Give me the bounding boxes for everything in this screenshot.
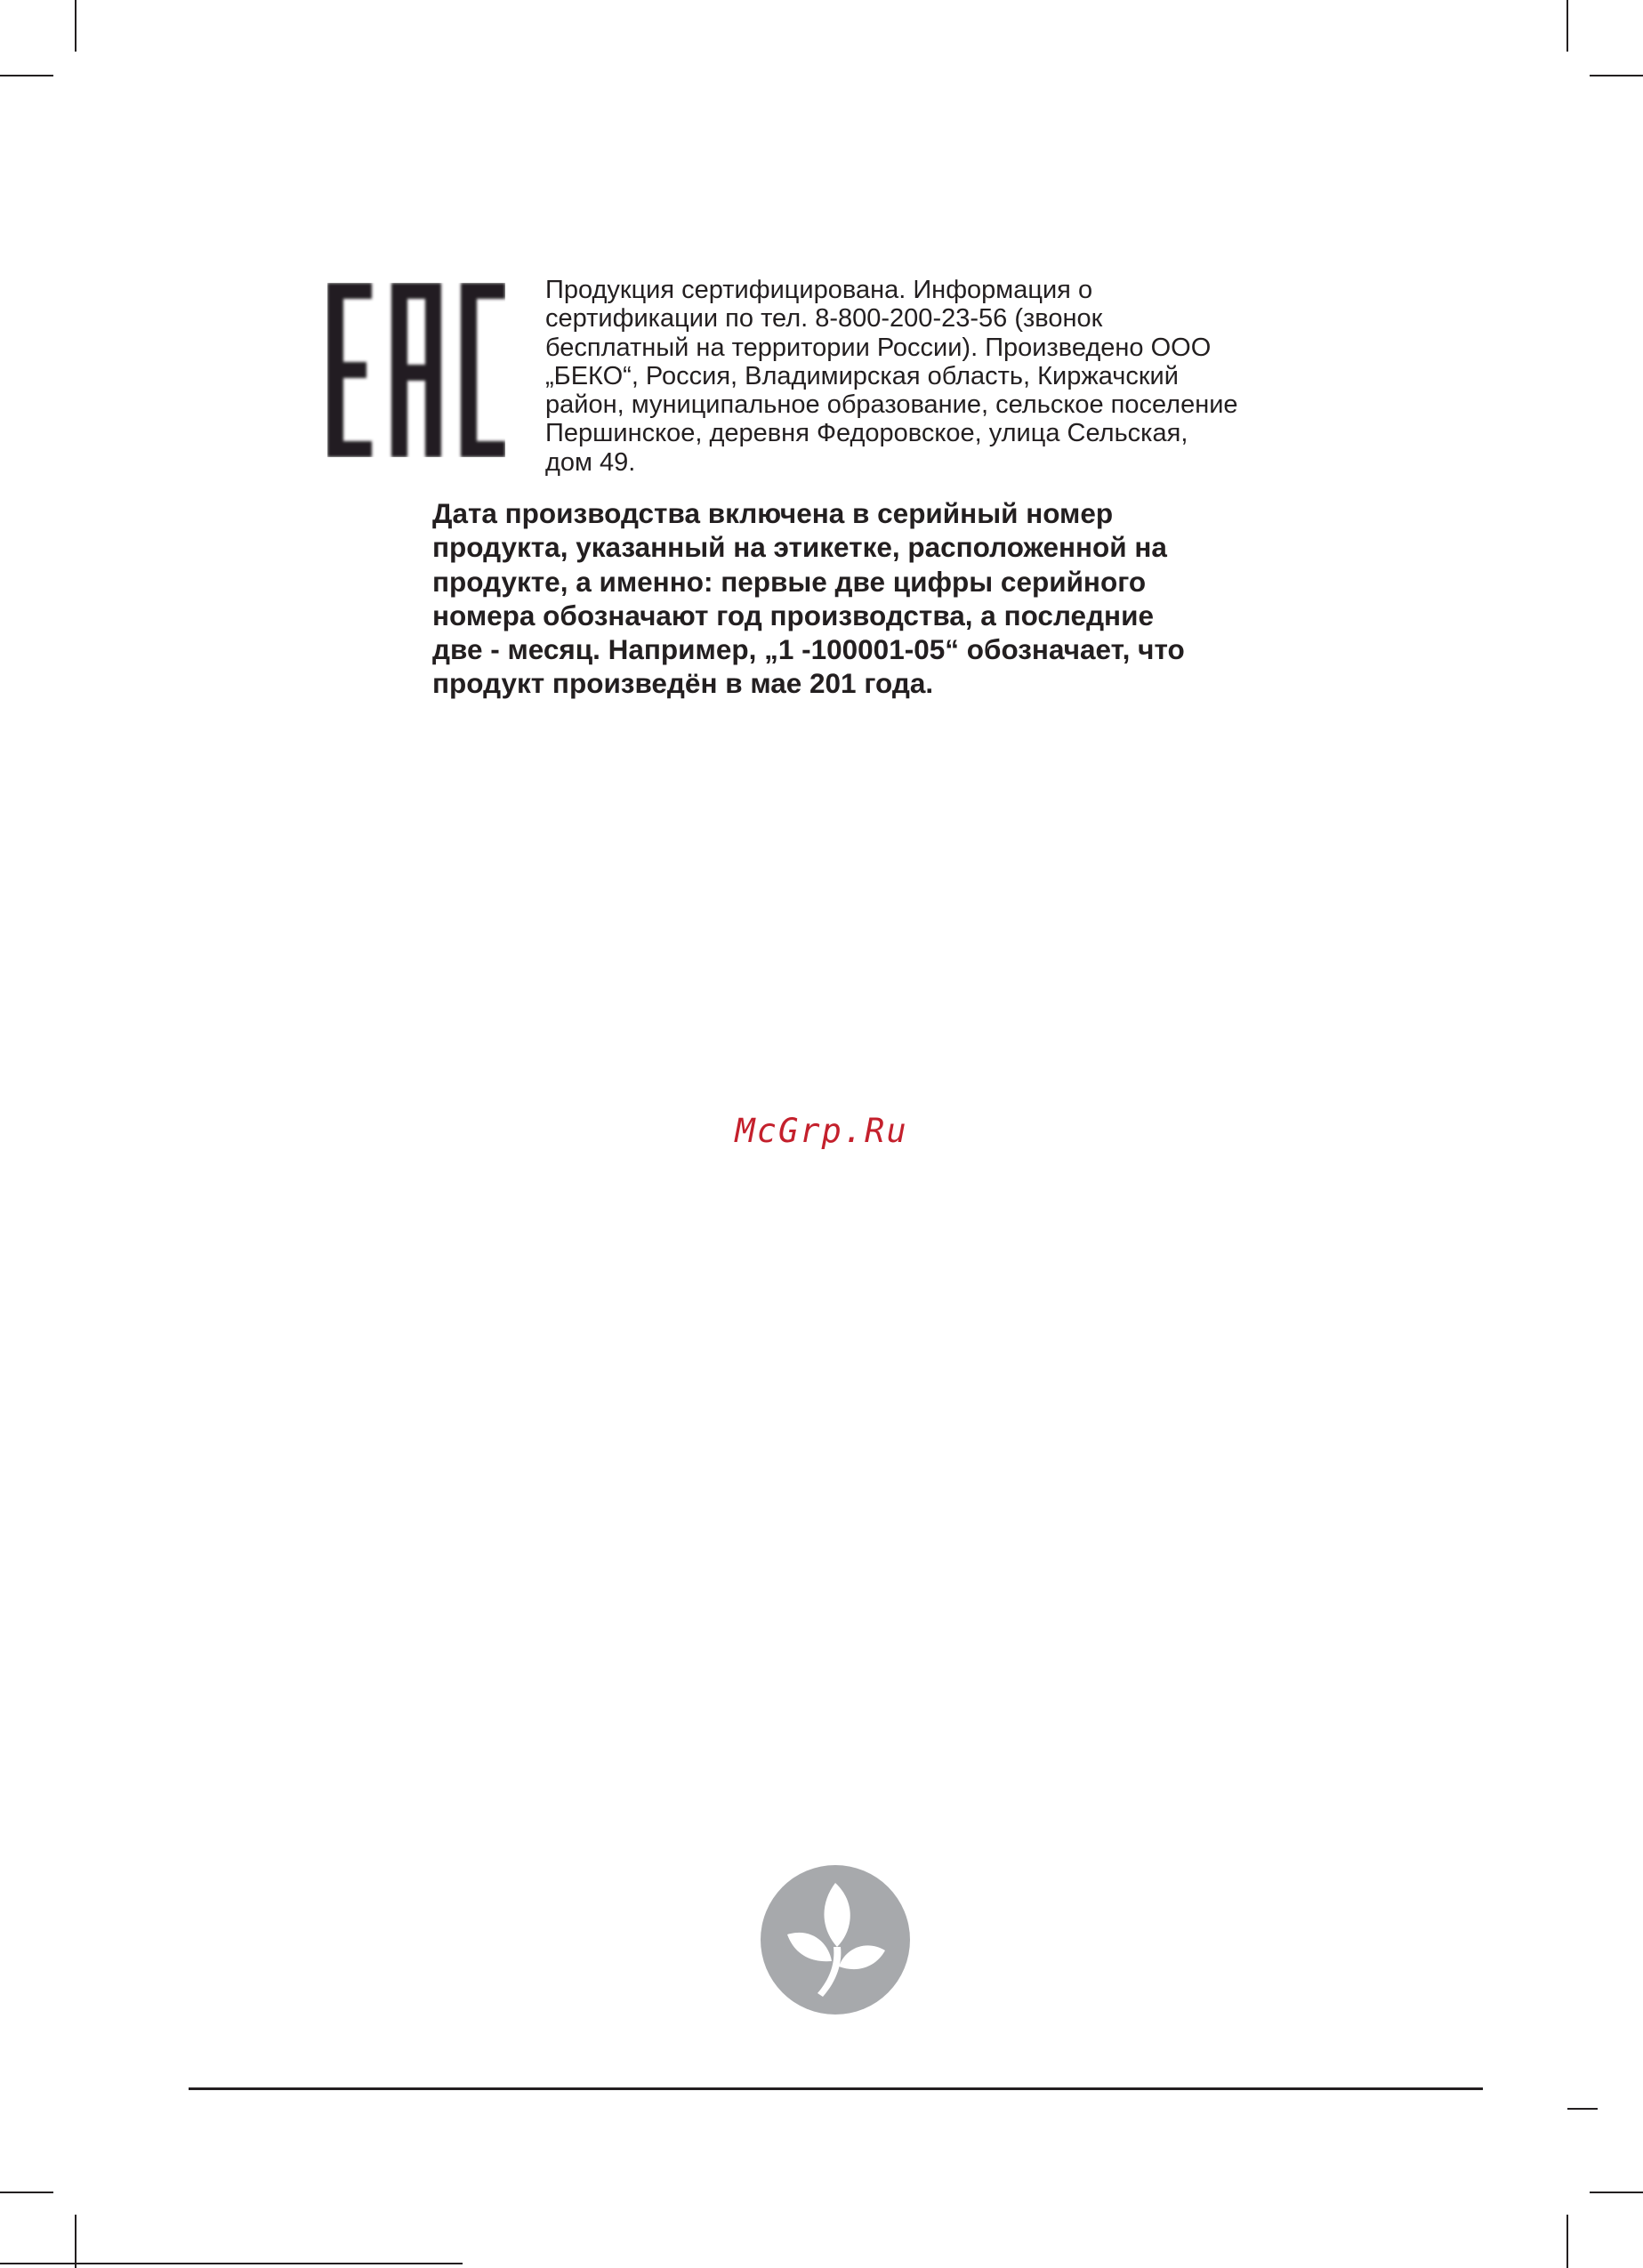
production-date-line: две - месяц. Например, „1 -100001-05“ обозначает, что [432,633,1185,666]
production-date-line: продукта, указанный на этикетке, расположенной на [432,531,1167,564]
crop-mark [1566,2215,1568,2268]
crop-mark [1566,0,1568,52]
production-date-line: номера обозначают год производства, а последние [432,599,1154,631]
crop-mark [75,2215,77,2268]
production-date-text [432,496,1340,701]
certification-line: район, муниципальное образование, сельское поселение [545,390,1238,420]
certification-line: Продукция сертифицирована. Информация о [545,276,1093,304]
certification-line: дом 49. [545,447,636,477]
bottom-edge-line [0,2263,463,2264]
crop-mark [1567,2108,1598,2110]
eac-logo [327,283,505,457]
certification-line: бесплатный на территории России). Произведено ООО [545,333,1212,362]
watermark-link[interactable]: McGrp.Ru [735,1112,908,1150]
certification-line: „БЕКО“, Россия, Владимирская область, Киржачский [545,361,1179,390]
crop-mark [1590,75,1643,76]
certification-line: сертификации по тел. 8-800-200-23-56 (звонок [545,304,1103,334]
certification-line: Першинское, деревня Федоровское, улица Сельская, [545,419,1188,448]
crop-mark [1590,2192,1643,2193]
production-date-line: Дата производства включена в серийный номер [432,497,1114,529]
footer-divider [189,2087,1483,2090]
crop-mark [0,2192,53,2193]
eac-mark-icon [327,283,505,457]
leaf-circle-icon [761,1865,910,2015]
certification-text [545,276,1328,477]
production-date-line: продукт произведён в мае 201 года. [432,667,934,700]
crop-mark [0,75,53,76]
production-date-line: продукте, а именно: первые две цифры серийного [432,565,1147,598]
crop-mark [75,0,77,52]
